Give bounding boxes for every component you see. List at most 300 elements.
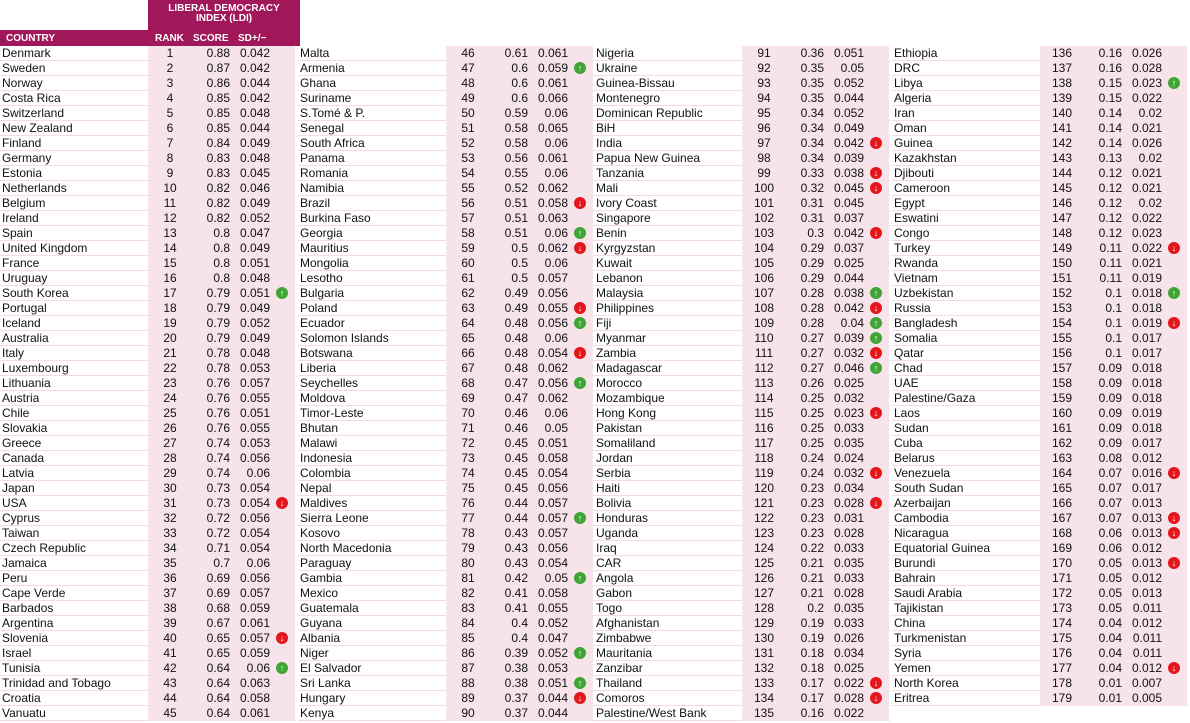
score-value: 0.78 [206, 361, 230, 375]
sd-value: 0.047 [239, 226, 270, 240]
rank-value: 8 [166, 151, 174, 165]
rank-value: 122 [753, 511, 775, 525]
table-row [0, 706, 296, 721]
country-name: S.Tomé & P. [300, 106, 366, 120]
arrow-up-icon: ↑ [574, 317, 586, 329]
sd-value: 0.035 [833, 436, 864, 450]
rank-value: 97 [757, 136, 771, 150]
sd-value: 0.037 [833, 241, 864, 255]
table-row [298, 46, 594, 61]
table-row [0, 451, 296, 466]
sd-value: 0.018 [1131, 286, 1162, 300]
score-value: 0.12 [1098, 211, 1122, 225]
table-row [892, 271, 1188, 286]
table-row [594, 331, 890, 346]
rank-value: 171 [1051, 571, 1073, 585]
rank-value: 3 [166, 76, 174, 90]
country-name: Sudan [894, 421, 929, 435]
country-name: Ukraine [596, 61, 638, 75]
country-name: Luxembourg [2, 361, 69, 375]
arrow-down-icon: ↓ [574, 197, 586, 209]
score-value: 0.69 [206, 571, 230, 585]
table-row [0, 166, 296, 181]
country-name: Somalia [894, 331, 938, 345]
score-value: 0.48 [504, 361, 528, 375]
sd-value: 0.032 [833, 466, 864, 480]
rank-value: 21 [163, 346, 177, 360]
arrow-down-icon: ↓ [870, 347, 882, 359]
sd-value: 0.022 [833, 676, 864, 690]
sd-value: 0.022 [833, 706, 864, 720]
country-name: Tajikistan [894, 601, 944, 615]
table-row [0, 331, 296, 346]
score-value: 0.14 [1098, 121, 1122, 135]
table-row [0, 61, 296, 76]
score-value: 0.27 [800, 361, 824, 375]
country-name: Mozambique [596, 391, 665, 405]
score-value: 0.16 [800, 706, 824, 720]
rank-value: 52 [461, 136, 475, 150]
table-row [594, 271, 890, 286]
rank-value: 149 [1051, 241, 1073, 255]
sd-value: 0.06 [246, 661, 270, 675]
sd-value: 0.063 [537, 211, 568, 225]
score-value: 0.59 [504, 106, 528, 120]
table-row [892, 391, 1188, 406]
rank-value: 172 [1051, 586, 1073, 600]
country-name: Indonesia [300, 451, 353, 465]
table-row [892, 646, 1188, 661]
score-value: 0.78 [206, 346, 230, 360]
sd-value: 0.046 [833, 361, 864, 375]
sd-value: 0.058 [239, 691, 270, 705]
score-value: 0.64 [206, 706, 230, 720]
country-name: Lesotho [300, 271, 343, 285]
score-value: 0.43 [504, 556, 528, 570]
score-value: 0.65 [206, 631, 230, 645]
rank-value: 109 [753, 316, 775, 330]
table-row [892, 571, 1188, 586]
country-name: El Salvador [300, 661, 362, 675]
table-title-line1: LIBERAL DEMOCRACY [168, 3, 280, 14]
sd-value: 0.056 [537, 541, 568, 555]
rank-value: 2 [166, 61, 174, 75]
score-value: 0.87 [206, 61, 230, 75]
rank-value: 55 [461, 181, 475, 195]
score-value: 0.18 [800, 661, 824, 675]
rank-value: 110 [754, 331, 774, 345]
score-value: 0.27 [800, 331, 824, 345]
country-name: Ireland [2, 211, 39, 225]
score-value: 0.47 [504, 376, 528, 390]
country-name: Slovenia [2, 631, 49, 645]
country-name: BiH [596, 121, 616, 135]
sd-value: 0.061 [239, 706, 270, 720]
arrow-down-icon: ↓ [870, 677, 882, 689]
country-name: Kuwait [596, 256, 633, 270]
arrow-down-icon: ↓ [870, 137, 882, 149]
country-name: Botswana [300, 346, 353, 360]
arrow-down-icon: ↓ [574, 692, 586, 704]
table-row [0, 436, 296, 451]
sd-value: 0.051 [537, 676, 568, 690]
table-row [298, 541, 594, 556]
rank-value: 84 [461, 616, 475, 630]
table-title [148, 4, 300, 24]
table-row [298, 376, 594, 391]
country-name: Romania [300, 166, 349, 180]
arrow-up-icon: ↑ [870, 332, 882, 344]
score-value: 0.12 [1098, 196, 1122, 210]
country-name: Costa Rica [2, 91, 61, 105]
country-name: Angola [596, 571, 634, 585]
arrow-down-icon: ↓ [1168, 512, 1180, 524]
sd-value: 0.046 [239, 181, 270, 195]
country-name: Senegal [300, 121, 345, 135]
country-name: Kenya [300, 706, 335, 720]
country-name: Uganda [596, 526, 639, 540]
country-name: Gabon [596, 586, 633, 600]
sd-value: 0.058 [537, 451, 568, 465]
score-value: 0.79 [206, 301, 230, 315]
rank-value: 96 [757, 121, 771, 135]
sd-value: 0.05 [544, 421, 568, 435]
sd-value: 0.051 [239, 406, 270, 420]
score-value: 0.45 [504, 466, 528, 480]
sd-value: 0.012 [1131, 541, 1162, 555]
sd-value: 0.056 [537, 481, 568, 495]
score-value: 0.49 [504, 301, 528, 315]
rank-value: 150 [1051, 256, 1073, 270]
rank-value: 88 [461, 676, 475, 690]
score-value: 0.31 [800, 196, 824, 210]
table-row [594, 121, 890, 136]
rank-value: 27 [163, 436, 177, 450]
score-value: 0.5 [511, 256, 528, 270]
score-value: 0.45 [504, 481, 528, 495]
country-name: Qatar [894, 346, 925, 360]
sd-value: 0.051 [833, 46, 864, 60]
country-name: Ivory Coast [596, 196, 657, 210]
rank-value: 4 [166, 91, 174, 105]
table-row [0, 391, 296, 406]
sd-value: 0.061 [537, 46, 568, 60]
country-name: Zambia [596, 346, 637, 360]
sd-value: 0.019 [1131, 316, 1162, 330]
rank-value: 39 [163, 616, 177, 630]
score-value: 0.28 [800, 286, 824, 300]
table-row [892, 511, 1188, 526]
table-row [892, 211, 1188, 226]
sd-value: 0.054 [537, 556, 568, 570]
rank-value: 38 [163, 601, 177, 615]
sd-value: 0.061 [537, 151, 568, 165]
sd-value: 0.048 [239, 106, 270, 120]
sd-value: 0.054 [239, 541, 270, 555]
country-name: Comoros [596, 691, 645, 705]
score-value: 0.79 [206, 286, 230, 300]
score-value: 0.82 [206, 196, 230, 210]
rank-value: 65 [461, 331, 475, 345]
country-name: Serbia [596, 466, 631, 480]
sd-value: 0.049 [239, 301, 270, 315]
table-row [0, 181, 296, 196]
score-value: 0.71 [206, 541, 230, 555]
score-value: 0.34 [800, 151, 824, 165]
table-row [298, 76, 594, 91]
table-row [298, 361, 594, 376]
rank-value: 62 [461, 286, 475, 300]
table-row [594, 91, 890, 106]
country-name: Solomon Islands [300, 331, 389, 345]
table-header [0, 0, 300, 46]
sd-value: 0.034 [833, 646, 864, 660]
rank-value: 128 [753, 601, 775, 615]
country-name: Netherlands [2, 181, 67, 195]
country-name: Ecuador [300, 316, 345, 330]
table-column-3 [594, 46, 890, 721]
rank-value: 33 [163, 526, 177, 540]
arrow-down-icon: ↓ [574, 302, 586, 314]
rank-value: 53 [461, 151, 475, 165]
table-row [892, 331, 1188, 346]
sd-value: 0.057 [537, 496, 568, 510]
country-name: Taiwan [2, 526, 40, 540]
sd-value: 0.025 [833, 256, 864, 270]
country-name: Togo [596, 601, 623, 615]
score-value: 0.23 [800, 526, 824, 540]
rank-value: 51 [461, 121, 475, 135]
rank-value: 58 [461, 226, 475, 240]
table-row [0, 481, 296, 496]
country-name: Venezuela [894, 466, 951, 480]
rank-value: 14 [163, 241, 177, 255]
sd-value: 0.054 [239, 496, 270, 510]
score-value: 0.38 [504, 676, 528, 690]
table-row [892, 541, 1188, 556]
table-row [0, 346, 296, 361]
score-value: 0.45 [504, 436, 528, 450]
score-value: 0.22 [800, 541, 824, 555]
country-name: Japan [2, 481, 35, 495]
score-value: 0.16 [1098, 46, 1122, 60]
country-name: Algeria [894, 91, 932, 105]
score-value: 0.8 [213, 226, 230, 240]
sd-value: 0.042 [239, 46, 270, 60]
score-value: 0.64 [206, 691, 230, 705]
rank-value: 87 [461, 661, 475, 675]
table-row [892, 661, 1188, 676]
country-name: Saudi Arabia [894, 586, 963, 600]
score-value: 0.12 [1098, 181, 1122, 195]
rank-value: 141 [1051, 121, 1073, 135]
sd-value: 0.053 [239, 436, 270, 450]
rank-value: 158 [1051, 376, 1073, 390]
rank-value: 69 [461, 391, 475, 405]
rank-value: 12 [163, 211, 177, 225]
sd-value: 0.057 [239, 376, 270, 390]
score-value: 0.73 [206, 496, 230, 510]
table-row [0, 556, 296, 571]
table-row [892, 481, 1188, 496]
score-value: 0.25 [800, 391, 824, 405]
score-value: 0.7 [213, 556, 230, 570]
sd-value: 0.017 [1131, 331, 1162, 345]
rank-value: 35 [163, 556, 177, 570]
rank-value: 18 [163, 301, 177, 315]
table-row [298, 556, 594, 571]
sd-value: 0.06 [544, 406, 568, 420]
table-row [892, 496, 1188, 511]
country-name: Turkey [894, 241, 931, 255]
arrow-down-icon: ↓ [870, 467, 882, 479]
rank-value: 92 [757, 61, 771, 75]
score-value: 0.23 [800, 511, 824, 525]
sd-value: 0.019 [1131, 271, 1162, 285]
score-value: 0.64 [206, 661, 230, 675]
country-name: New Zealand [2, 121, 73, 135]
score-value: 0.12 [1098, 226, 1122, 240]
country-name: Cameroon [894, 181, 951, 195]
country-name: Canada [2, 451, 45, 465]
country-name: DRC [894, 61, 920, 75]
table-row [298, 256, 594, 271]
country-name: Mexico [300, 586, 339, 600]
rank-value: 116 [754, 421, 774, 435]
table-row [298, 61, 594, 76]
table-row [0, 301, 296, 316]
table-row [594, 241, 890, 256]
country-name: Singapore [596, 211, 651, 225]
sd-value: 0.06 [544, 331, 568, 345]
country-name: Madagascar [596, 361, 663, 375]
country-name: Mauritius [300, 241, 349, 255]
score-value: 0.72 [206, 511, 230, 525]
country-name: South Africa [300, 136, 365, 150]
sd-value: 0.056 [537, 286, 568, 300]
table-title-line2: INDEX (LDI) [195, 13, 253, 24]
country-name: Thailand [596, 676, 643, 690]
rank-value: 143 [1051, 151, 1073, 165]
score-value: 0.79 [206, 316, 230, 330]
score-value: 0.04 [1098, 631, 1122, 645]
country-name: Israel [2, 646, 32, 660]
table-row [594, 391, 890, 406]
score-value: 0.51 [504, 226, 528, 240]
country-name: Guyana [300, 616, 343, 630]
table-row [594, 526, 890, 541]
table-row [892, 76, 1188, 91]
sd-value: 0.032 [833, 346, 864, 360]
country-name: Laos [894, 406, 921, 420]
country-name: Germany [2, 151, 52, 165]
table-row [0, 661, 296, 676]
table-row [892, 46, 1188, 61]
rank-value: 20 [163, 331, 177, 345]
rank-value: 170 [1051, 556, 1073, 570]
sd-value: 0.056 [239, 451, 270, 465]
sd-value: 0.031 [833, 511, 864, 525]
country-name: Cyprus [2, 511, 41, 525]
sd-value: 0.04 [840, 316, 864, 330]
rank-value: 7 [166, 136, 174, 150]
country-name: Greece [2, 436, 42, 450]
country-name: Haiti [596, 481, 621, 495]
table-row [298, 676, 594, 691]
country-name: Sweden [2, 61, 46, 75]
sd-value: 0.022 [1131, 241, 1162, 255]
score-value: 0.85 [206, 91, 230, 105]
country-name: Burkina Faso [300, 211, 371, 225]
rank-value: 142 [1051, 136, 1073, 150]
country-name: Lithuania [2, 376, 51, 390]
score-value: 0.29 [800, 241, 824, 255]
sd-value: 0.026 [1131, 136, 1162, 150]
sd-value: 0.023 [833, 406, 864, 420]
sd-value: 0.017 [1131, 481, 1162, 495]
country-name: Chile [2, 406, 30, 420]
country-name: Tanzania [596, 166, 645, 180]
rank-value: 132 [753, 661, 775, 675]
country-name: Iraq [596, 541, 617, 555]
table-row [594, 106, 890, 121]
score-value: 0.52 [504, 181, 528, 195]
country-name: South Korea [2, 286, 69, 300]
table-row [0, 406, 296, 421]
score-value: 0.49 [504, 286, 528, 300]
rank-value: 89 [461, 691, 475, 705]
rank-value: 94 [757, 91, 771, 105]
rank-value: 83 [461, 601, 475, 615]
sd-value: 0.052 [537, 616, 568, 630]
country-name: Dominican Republic [596, 106, 703, 120]
score-value: 0.44 [504, 496, 528, 510]
sd-value: 0.057 [537, 271, 568, 285]
table-row [298, 436, 594, 451]
score-value: 0.05 [1098, 601, 1122, 615]
score-value: 0.43 [504, 526, 528, 540]
rank-value: 173 [1051, 601, 1073, 615]
table-row [0, 361, 296, 376]
score-value: 0.01 [1098, 676, 1122, 690]
table-row [594, 256, 890, 271]
table-row [298, 706, 594, 721]
arrow-down-icon: ↓ [276, 632, 288, 644]
rank-value: 46 [461, 46, 475, 60]
table-row [892, 616, 1188, 631]
sd-value: 0.039 [833, 151, 864, 165]
rank-value: 26 [163, 421, 177, 435]
arrow-up-icon: ↑ [276, 662, 288, 674]
sd-value: 0.033 [833, 421, 864, 435]
rank-value: 169 [1051, 541, 1073, 555]
country-name: France [2, 256, 40, 270]
country-name: Ethiopia [894, 46, 938, 60]
rank-value: 152 [1051, 286, 1073, 300]
table-row [892, 151, 1188, 166]
rank-value: 163 [1051, 451, 1073, 465]
table-row [298, 301, 594, 316]
sd-value: 0.026 [1131, 46, 1162, 60]
rank-value: 47 [461, 61, 475, 75]
rank-value: 44 [163, 691, 177, 705]
table-row [892, 166, 1188, 181]
table-row [892, 256, 1188, 271]
rank-value: 76 [461, 496, 475, 510]
table-row [0, 691, 296, 706]
sd-value: 0.021 [1131, 181, 1162, 195]
rank-value: 50 [461, 106, 475, 120]
